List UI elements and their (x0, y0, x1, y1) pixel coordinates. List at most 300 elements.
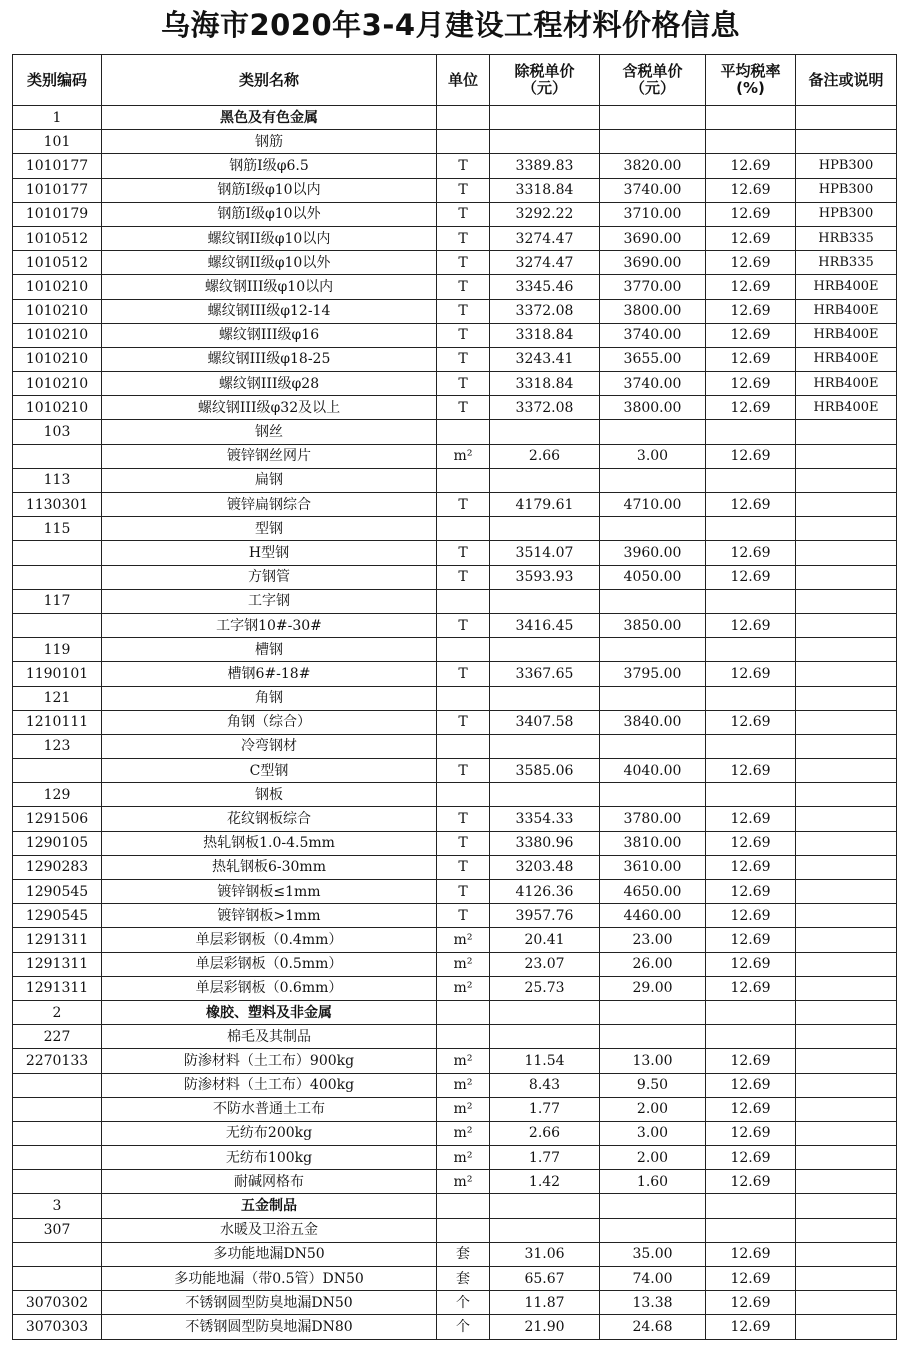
price-inc-tax-cell: 3740.00 (600, 323, 706, 347)
price-ex-tax-cell: 3585.06 (490, 759, 600, 783)
price-inc-tax-cell: 4460.00 (600, 904, 706, 928)
code-cell: 227 (13, 1025, 102, 1049)
table-row (13, 589, 897, 613)
price-inc-tax-cell: 3795.00 (600, 662, 706, 686)
table-row (13, 1000, 897, 1024)
table-row (13, 202, 897, 226)
unit-cell (437, 638, 490, 662)
unit-cell (437, 468, 490, 492)
header-code: 类别编码 (13, 55, 102, 106)
price-ex-tax-cell (490, 686, 600, 710)
price-inc-tax-cell: 3780.00 (600, 807, 706, 831)
remark-cell (796, 1121, 897, 1145)
unit-cell: T (437, 396, 490, 420)
unit-cell: T (437, 372, 490, 396)
price-ex-tax-cell (490, 130, 600, 154)
table-row (13, 372, 897, 396)
unit-cell (437, 1194, 490, 1218)
tax-rate-cell: 12.69 (706, 1291, 796, 1315)
code-cell (13, 759, 102, 783)
remark-cell (796, 855, 897, 879)
table-row (13, 734, 897, 758)
price-inc-tax-cell: 3.00 (600, 444, 706, 468)
price-inc-tax-cell: 2.00 (600, 1097, 706, 1121)
tax-rate-cell: 12.69 (706, 710, 796, 734)
table-row (13, 275, 897, 299)
tax-rate-cell (706, 1025, 796, 1049)
unit-cell (437, 1218, 490, 1242)
table-row (13, 396, 897, 420)
code-cell: 1010512 (13, 251, 102, 275)
code-cell: 1010210 (13, 347, 102, 371)
remark-cell: HRB400E (796, 299, 897, 323)
price-inc-tax-cell: 3960.00 (600, 541, 706, 565)
table-row (13, 613, 897, 637)
price-ex-tax-cell: 20.41 (490, 928, 600, 952)
price-inc-tax-cell: 3.00 (600, 1121, 706, 1145)
table-row (13, 1267, 897, 1291)
name-cell: 单层彩钢板（0.6mm） (102, 976, 437, 1000)
table-row (13, 1194, 897, 1218)
code-cell: 1291506 (13, 807, 102, 831)
code-cell: 1290105 (13, 831, 102, 855)
price-ex-tax-cell: 3593.93 (490, 565, 600, 589)
code-cell (13, 1170, 102, 1194)
remark-cell (796, 468, 897, 492)
name-cell: 棉毛及其制品 (102, 1025, 437, 1049)
tax-rate-cell: 12.69 (706, 928, 796, 952)
remark-cell (796, 928, 897, 952)
unit-cell: m² (437, 1121, 490, 1145)
tax-rate-cell: 12.69 (706, 1073, 796, 1097)
price-inc-tax-cell: 4650.00 (600, 880, 706, 904)
code-cell: 2 (13, 1000, 102, 1024)
price-ex-tax-cell: 3203.48 (490, 855, 600, 879)
table-row (13, 831, 897, 855)
price-ex-tax-cell: 65.67 (490, 1267, 600, 1291)
tax-rate-cell: 12.69 (706, 154, 796, 178)
table-row (13, 952, 897, 976)
remark-cell: HRB400E (796, 323, 897, 347)
header-name: 类别名称 (102, 55, 437, 106)
name-cell: 多功能地漏DN50 (102, 1242, 437, 1266)
tax-rate-cell: 12.69 (706, 976, 796, 1000)
unit-cell: m² (437, 444, 490, 468)
price-ex-tax-cell: 21.90 (490, 1315, 600, 1339)
name-cell: 工字钢 (102, 589, 437, 613)
price-ex-tax-cell: 3292.22 (490, 202, 600, 226)
price-inc-tax-cell: 3850.00 (600, 613, 706, 637)
name-cell: 热轧钢板6-30mm (102, 855, 437, 879)
code-cell: 113 (13, 468, 102, 492)
remark-cell (796, 565, 897, 589)
name-cell: 工字钢10#-30# (102, 613, 437, 637)
price-inc-tax-cell: 3610.00 (600, 855, 706, 879)
code-cell: 103 (13, 420, 102, 444)
price-inc-tax-cell: 3710.00 (600, 202, 706, 226)
tax-rate-cell: 12.69 (706, 299, 796, 323)
unit-cell: 个 (437, 1315, 490, 1339)
name-cell: 螺纹钢III级φ16 (102, 323, 437, 347)
table-row (13, 1242, 897, 1266)
code-cell: 3070303 (13, 1315, 102, 1339)
remark-cell (796, 831, 897, 855)
table-row (13, 759, 897, 783)
table-row (13, 976, 897, 1000)
price-inc-tax-cell (600, 1000, 706, 1024)
unit-cell: m² (437, 1049, 490, 1073)
name-cell: 单层彩钢板（0.5mm） (102, 952, 437, 976)
tax-rate-cell (706, 1194, 796, 1218)
price-ex-tax-cell: 2.66 (490, 1121, 600, 1145)
remark-cell (796, 613, 897, 637)
price-ex-tax-cell: 3416.45 (490, 613, 600, 637)
price-inc-tax-cell: 35.00 (600, 1242, 706, 1266)
name-cell: 防渗材料（土工布）400kg (102, 1073, 437, 1097)
table-row (13, 710, 897, 734)
tax-rate-cell (706, 638, 796, 662)
table-row (13, 178, 897, 202)
unit-cell (437, 130, 490, 154)
name-cell: 防渗材料（土工布）900kg (102, 1049, 437, 1073)
price-table (12, 54, 897, 1340)
price-inc-tax-cell: 3655.00 (600, 347, 706, 371)
unit-cell: T (437, 299, 490, 323)
remark-cell (796, 130, 897, 154)
name-cell: 螺纹钢III级φ12-14 (102, 299, 437, 323)
price-inc-tax-cell: 3770.00 (600, 275, 706, 299)
remark-cell (796, 420, 897, 444)
name-cell: 型钢 (102, 517, 437, 541)
name-cell: 黑色及有色金属 (102, 106, 437, 130)
unit-cell: 套 (437, 1267, 490, 1291)
name-cell: 耐碱网格布 (102, 1170, 437, 1194)
unit-cell (437, 420, 490, 444)
price-ex-tax-cell: 3274.47 (490, 226, 600, 250)
header-price-ex-tax: 除税单价 （元） (490, 55, 600, 106)
code-cell: 1010179 (13, 202, 102, 226)
price-ex-tax-cell (490, 1025, 600, 1049)
remark-cell: HPB300 (796, 202, 897, 226)
price-ex-tax-cell (490, 1000, 600, 1024)
remark-cell (796, 493, 897, 517)
name-cell: 方钢管 (102, 565, 437, 589)
code-cell: 1 (13, 106, 102, 130)
name-cell: 螺纹钢III级φ32及以上 (102, 396, 437, 420)
unit-cell (437, 734, 490, 758)
price-inc-tax-cell: 3840.00 (600, 710, 706, 734)
name-cell: 钢板 (102, 783, 437, 807)
table-row (13, 880, 897, 904)
code-cell (13, 1242, 102, 1266)
table-row (13, 1049, 897, 1073)
tax-rate-cell: 12.69 (706, 807, 796, 831)
table-header-row (13, 55, 897, 106)
unit-cell (437, 517, 490, 541)
price-ex-tax-cell (490, 468, 600, 492)
price-ex-tax-cell: 3372.08 (490, 299, 600, 323)
remark-cell: HPB300 (796, 154, 897, 178)
tax-rate-cell: 12.69 (706, 1146, 796, 1170)
header-remark: 备注或说明 (796, 55, 897, 106)
code-cell: 1291311 (13, 976, 102, 1000)
name-cell: 钢筋I级φ10以内 (102, 178, 437, 202)
tax-rate-cell: 12.69 (706, 880, 796, 904)
price-inc-tax-cell: 4040.00 (600, 759, 706, 783)
tax-rate-cell (706, 106, 796, 130)
name-cell: 冷弯钢材 (102, 734, 437, 758)
price-ex-tax-cell (490, 1218, 600, 1242)
unit-cell: T (437, 807, 490, 831)
tax-rate-cell: 12.69 (706, 323, 796, 347)
remark-cell (796, 1073, 897, 1097)
price-inc-tax-cell: 29.00 (600, 976, 706, 1000)
code-cell: 1010210 (13, 396, 102, 420)
name-cell: 无纺布100kg (102, 1146, 437, 1170)
price-ex-tax-cell (490, 734, 600, 758)
remark-cell (796, 759, 897, 783)
price-ex-tax-cell: 3274.47 (490, 251, 600, 275)
code-cell: 3 (13, 1194, 102, 1218)
table-row (13, 517, 897, 541)
price-ex-tax-cell: 1.77 (490, 1146, 600, 1170)
price-inc-tax-cell (600, 686, 706, 710)
unit-cell: 套 (437, 1242, 490, 1266)
code-cell: 115 (13, 517, 102, 541)
table-row (13, 1170, 897, 1194)
price-inc-tax-cell: 3810.00 (600, 831, 706, 855)
price-ex-tax-cell: 3354.33 (490, 807, 600, 831)
code-cell: 1010210 (13, 323, 102, 347)
table-row (13, 323, 897, 347)
price-inc-tax-cell (600, 517, 706, 541)
table-row (13, 130, 897, 154)
code-cell: 1290545 (13, 904, 102, 928)
tax-rate-cell: 12.69 (706, 444, 796, 468)
tax-rate-cell: 12.69 (706, 396, 796, 420)
price-ex-tax-cell: 3243.41 (490, 347, 600, 371)
unit-cell: T (437, 323, 490, 347)
tax-rate-cell: 12.69 (706, 1097, 796, 1121)
price-ex-tax-cell: 4126.36 (490, 880, 600, 904)
table-row (13, 154, 897, 178)
table-row (13, 299, 897, 323)
price-ex-tax-cell: 3380.96 (490, 831, 600, 855)
name-cell: 多功能地漏（带0.5管）DN50 (102, 1267, 437, 1291)
tax-rate-cell (706, 686, 796, 710)
code-cell (13, 1097, 102, 1121)
table-row (13, 686, 897, 710)
unit-cell: T (437, 251, 490, 275)
name-cell: 单层彩钢板（0.4mm） (102, 928, 437, 952)
code-cell (13, 1121, 102, 1145)
remark-cell (796, 662, 897, 686)
remark-cell (796, 807, 897, 831)
unit-cell: T (437, 154, 490, 178)
unit-cell: m² (437, 952, 490, 976)
name-cell: 不锈钢圆型防臭地漏DN80 (102, 1315, 437, 1339)
name-cell: 镀锌钢丝网片 (102, 444, 437, 468)
price-inc-tax-cell (600, 783, 706, 807)
price-ex-tax-cell: 3345.46 (490, 275, 600, 299)
code-cell (13, 565, 102, 589)
price-ex-tax-cell: 3957.76 (490, 904, 600, 928)
price-inc-tax-cell (600, 638, 706, 662)
unit-cell: T (437, 202, 490, 226)
remark-cell (796, 1218, 897, 1242)
tax-rate-cell: 12.69 (706, 251, 796, 275)
tax-rate-cell: 12.69 (706, 759, 796, 783)
code-cell: 121 (13, 686, 102, 710)
table-row (13, 565, 897, 589)
price-inc-tax-cell (600, 420, 706, 444)
unit-cell: T (437, 613, 490, 637)
code-cell: 117 (13, 589, 102, 613)
name-cell: 五金制品 (102, 1194, 437, 1218)
name-cell: 钢筋I级φ10以外 (102, 202, 437, 226)
code-cell: 3070302 (13, 1291, 102, 1315)
name-cell: 螺纹钢II级φ10以内 (102, 226, 437, 250)
unit-cell (437, 1000, 490, 1024)
tax-rate-cell: 12.69 (706, 565, 796, 589)
tax-rate-cell: 12.69 (706, 1170, 796, 1194)
price-ex-tax-cell: 3372.08 (490, 396, 600, 420)
unit-cell: m² (437, 1146, 490, 1170)
remark-cell (796, 904, 897, 928)
price-ex-tax-cell: 3367.65 (490, 662, 600, 686)
table-row (13, 420, 897, 444)
remark-cell: HRB400E (796, 275, 897, 299)
tax-rate-cell: 12.69 (706, 493, 796, 517)
code-cell: 129 (13, 783, 102, 807)
tax-rate-cell (706, 517, 796, 541)
table-row (13, 1121, 897, 1145)
unit-cell: m² (437, 1170, 490, 1194)
unit-cell: T (437, 880, 490, 904)
price-inc-tax-cell: 26.00 (600, 952, 706, 976)
tax-rate-cell: 12.69 (706, 226, 796, 250)
table-row (13, 251, 897, 275)
code-cell: 1010210 (13, 275, 102, 299)
price-inc-tax-cell: 3740.00 (600, 178, 706, 202)
price-inc-tax-cell (600, 1194, 706, 1218)
code-cell: 1210111 (13, 710, 102, 734)
tax-rate-cell: 12.69 (706, 831, 796, 855)
tax-rate-cell (706, 589, 796, 613)
header-unit: 单位 (437, 55, 490, 106)
remark-cell (796, 976, 897, 1000)
tax-rate-cell: 12.69 (706, 178, 796, 202)
name-cell: 螺纹钢III级φ18-25 (102, 347, 437, 371)
tax-rate-cell (706, 420, 796, 444)
price-inc-tax-cell: 3820.00 (600, 154, 706, 178)
remark-cell (796, 686, 897, 710)
price-ex-tax-cell (490, 517, 600, 541)
name-cell: 钢丝 (102, 420, 437, 444)
price-inc-tax-cell: 3690.00 (600, 251, 706, 275)
remark-cell (796, 1049, 897, 1073)
table-row (13, 807, 897, 831)
price-inc-tax-cell: 3800.00 (600, 396, 706, 420)
name-cell: 钢筋I级φ6.5 (102, 154, 437, 178)
unit-cell: T (437, 710, 490, 734)
table-body (13, 106, 897, 1340)
code-cell: 101 (13, 130, 102, 154)
remark-cell (796, 106, 897, 130)
name-cell: H型钢 (102, 541, 437, 565)
price-inc-tax-cell: 13.00 (600, 1049, 706, 1073)
unit-cell: T (437, 759, 490, 783)
remark-cell (796, 1025, 897, 1049)
name-cell: 槽钢 (102, 638, 437, 662)
price-inc-tax-cell: 2.00 (600, 1146, 706, 1170)
price-ex-tax-cell: 3318.84 (490, 178, 600, 202)
unit-cell: m² (437, 1097, 490, 1121)
table-row (13, 493, 897, 517)
unit-cell: m² (437, 928, 490, 952)
price-inc-tax-cell: 4710.00 (600, 493, 706, 517)
name-cell: 角钢 (102, 686, 437, 710)
name-cell: 花纹钢板综合 (102, 807, 437, 831)
price-ex-tax-cell: 2.66 (490, 444, 600, 468)
price-ex-tax-cell: 31.06 (490, 1242, 600, 1266)
tax-rate-cell: 12.69 (706, 1267, 796, 1291)
name-cell: 螺纹钢III级φ28 (102, 372, 437, 396)
remark-cell (796, 1146, 897, 1170)
table-row (13, 855, 897, 879)
name-cell: 镀锌钢板≤1mm (102, 880, 437, 904)
name-cell: 橡胶、塑料及非金属 (102, 1000, 437, 1024)
code-cell: 2270133 (13, 1049, 102, 1073)
unit-cell: T (437, 855, 490, 879)
remark-cell (796, 1170, 897, 1194)
code-cell: 1290545 (13, 880, 102, 904)
table-row (13, 1073, 897, 1097)
remark-cell: HRB335 (796, 226, 897, 250)
tax-rate-cell: 12.69 (706, 952, 796, 976)
remark-cell: HRB400E (796, 396, 897, 420)
price-ex-tax-cell: 3389.83 (490, 154, 600, 178)
tax-rate-cell: 12.69 (706, 1242, 796, 1266)
price-inc-tax-cell: 3690.00 (600, 226, 706, 250)
tax-rate-cell: 12.69 (706, 347, 796, 371)
name-cell: C型钢 (102, 759, 437, 783)
table-row (13, 444, 897, 468)
unit-cell: T (437, 493, 490, 517)
unit-cell (437, 1025, 490, 1049)
price-ex-tax-cell (490, 589, 600, 613)
code-cell: 1291311 (13, 952, 102, 976)
price-ex-tax-cell (490, 420, 600, 444)
remark-cell (796, 589, 897, 613)
price-inc-tax-cell: 9.50 (600, 1073, 706, 1097)
price-ex-tax-cell: 3318.84 (490, 372, 600, 396)
code-cell: 1010177 (13, 178, 102, 202)
remark-cell (796, 952, 897, 976)
price-ex-tax-cell: 3514.07 (490, 541, 600, 565)
unit-cell: T (437, 904, 490, 928)
table-row (13, 904, 897, 928)
name-cell: 螺纹钢III级φ10以内 (102, 275, 437, 299)
price-inc-tax-cell: 24.68 (600, 1315, 706, 1339)
name-cell: 无纺布200kg (102, 1121, 437, 1145)
name-cell: 钢筋 (102, 130, 437, 154)
price-inc-tax-cell: 23.00 (600, 928, 706, 952)
tax-rate-cell: 12.69 (706, 1049, 796, 1073)
tax-rate-cell: 12.69 (706, 1315, 796, 1339)
tax-rate-cell: 12.69 (706, 662, 796, 686)
remark-cell (796, 541, 897, 565)
